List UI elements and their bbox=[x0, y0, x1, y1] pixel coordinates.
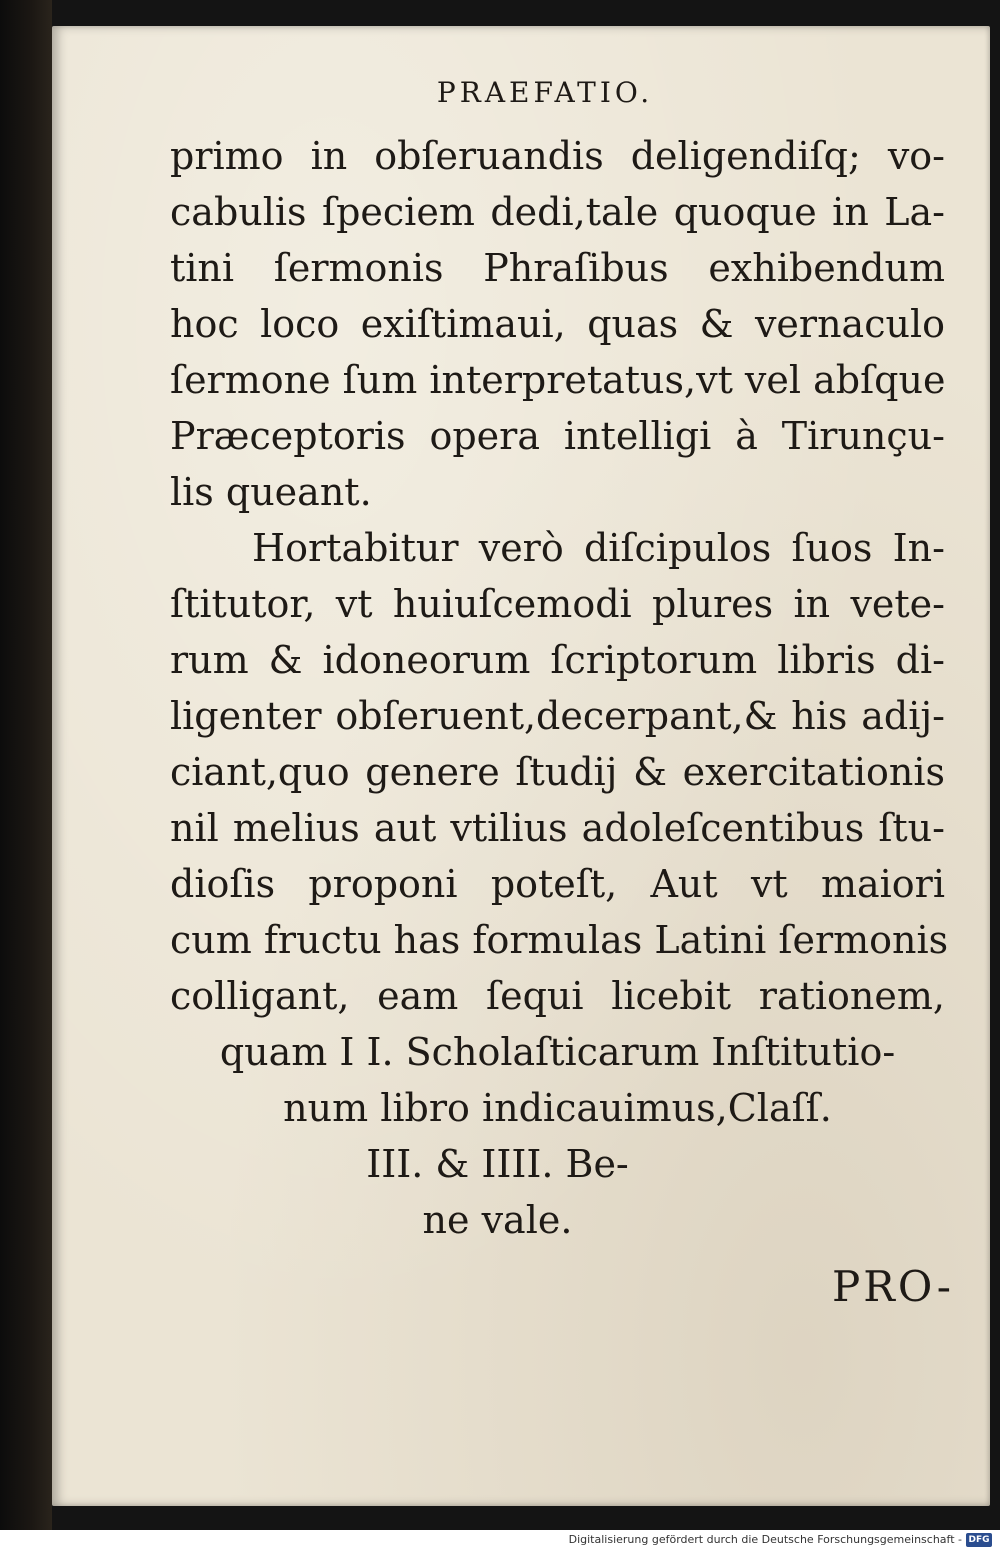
text-line: dioſis proponi poteſt, Aut vt maiori bbox=[170, 862, 945, 906]
text-line: tini ſermonis Phraſibus exhibendum bbox=[170, 246, 945, 290]
taper-line: ne vale. bbox=[422, 1198, 573, 1242]
text-line: hoc loco exiſtimaui, quas & vernaculo bbox=[170, 302, 945, 346]
text-line: primo in obſeruandis deligendiſq; vo- bbox=[170, 134, 945, 178]
digitization-footer bbox=[0, 1530, 1000, 1551]
text-line: ciant,quo genere ſtudij & exercitationis bbox=[170, 750, 945, 794]
text-line: Præceptoris opera intelligi à Tirunçu- bbox=[170, 414, 945, 458]
text-line: cabulis ſpeciem dedi,tale quoque in La- bbox=[170, 190, 945, 234]
taper-line: quam I I. Scholaſticarum Inſtitutio- bbox=[219, 1030, 896, 1074]
taper-line: III. & IIII. Be- bbox=[366, 1142, 629, 1186]
book-spine-shadow bbox=[0, 0, 52, 1530]
text-line: ſermone ſum interpretatus,vt vel abſque bbox=[170, 358, 946, 402]
dfg-logo-icon: DFG bbox=[966, 1533, 992, 1547]
text-line: ligenter obſeruent,decerpant,& his adij- bbox=[170, 694, 945, 738]
text-line: colligant, eam ſequi licebit rationem, bbox=[170, 974, 945, 1018]
catchword: PRO- bbox=[831, 1262, 954, 1311]
text-line: nil melius aut vtilius adoleſcentibus ſtu- bbox=[170, 806, 945, 850]
body-text bbox=[170, 128, 949, 1024]
running-head: PRAEFATIO. bbox=[436, 76, 654, 109]
footer-credit: Digitalisierung gefördert durch die Deutsche Forschungsgemeinschaft - bbox=[568, 1533, 962, 1546]
text-line: ſtitutor, vt huiuſcemodi plures in vete- bbox=[170, 582, 945, 626]
text-line: Hortabitur verò diſcipulos ſuos In- bbox=[252, 526, 945, 570]
taper-line: num libro indicauimus,Claſſ. bbox=[283, 1086, 832, 1130]
text-line: lis queant. bbox=[170, 470, 372, 514]
text-line: rum & idoneorum ſcriptorum libris di- bbox=[170, 638, 945, 682]
text-line: cum fructu has formulas Latini ſermonis bbox=[170, 918, 949, 962]
